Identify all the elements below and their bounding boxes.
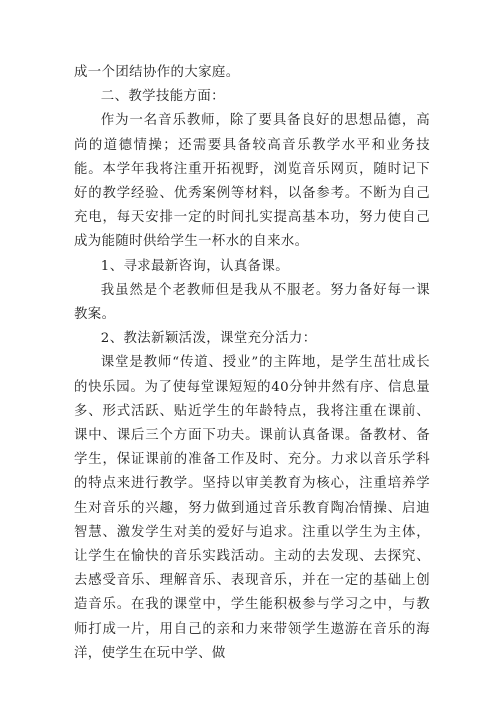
paragraph-continuation: 成一个团结协作的大家庭。 <box>74 65 240 80</box>
section-heading-teaching-skills: 二、教学技能方面： <box>100 89 225 105</box>
paragraph-lesson-preparation: 我虽然是个老教师但是我从不服老。努力备好每一课教案。 <box>74 282 430 323</box>
paragraph-classroom: 课堂是教师“传道、授业”的主阵地，是学生茁壮成长的快乐园。为了使每堂课短短的40分钟井然有序、信息量多、形式活跃、贴近学生的年龄特点，我将注重在课前、课中、课后三个方面下功夫。课前认真备课。备教材、备学生，保证课前的准备工作及时、充分。力求以音乐学科的特点来进行教学。坚持以审美教育为核心，注重培养学生对音乐的兴趣，努力做到通过音乐教育陶冶情操、启迪智慧、激发学生对美的爱好与追求。注重以学生为主体，让学生在愉快的音乐实践活动。主动的去发现、去探究、去感受音乐、理解音乐、表现音乐，并在一定的基础上创造音乐。在我的课堂中，学生能积极参与学习之中，与教师打成一片，用自己的亲和力来带领学生遨游在音乐的海洋，使学生在玩中学、做 <box>74 355 430 661</box>
subheading-teaching-methods: 2、教法新颖活泼，课堂充分活力： <box>100 331 317 347</box>
document-body <box>74 61 430 666</box>
subheading-lesson-preparation: 1、寻求最新咨询，认真备课。 <box>100 258 289 274</box>
paragraph-teacher-requirements: 作为一名音乐教师，除了要具备良好的思想品德，高尚的道德情操；还需要具备较高音乐教学水平和业务技能。本学年我将注重开拓视野，浏览音乐网页，随时记下好的教学经验、优秀案例等材料，以备参考。不断为自己充电，每天安排一定的时间扎实提高基本功，努力使自己成为能随时供给学生一杯水的自来水。 <box>74 113 430 250</box>
